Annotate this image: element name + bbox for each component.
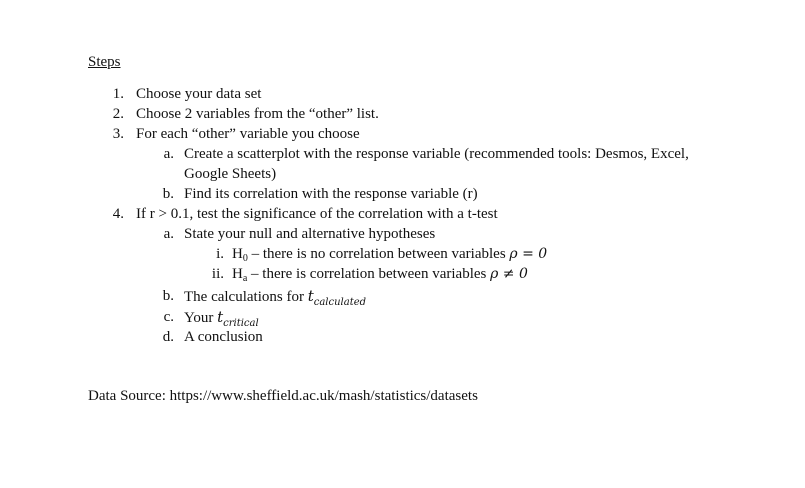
hypothesis-math: ρ ≠ 0 — [490, 266, 528, 282]
hypothesis-text: – there is no correlation between variables — [247, 246, 510, 262]
h-subscript: 0 — [242, 253, 248, 264]
substep-text-continued: Google Sheets) — [184, 166, 277, 182]
substep-text-main: Your — [184, 310, 218, 326]
hypothesis-text: – there is correlation between variables — [247, 266, 491, 282]
steps-heading: Steps — [88, 54, 121, 70]
h-symbol: H — [232, 246, 243, 262]
substep-text: Create a scatterplot with the response variable (recommended tools: Desmos, Excel, — [184, 146, 689, 162]
t-symbol: t — [307, 287, 314, 305]
h-symbol: H — [232, 266, 243, 282]
step-text: For each “other” variable you choose — [136, 126, 360, 142]
t-subscript: critical — [223, 318, 259, 329]
substep-letter: a. — [163, 146, 174, 162]
t-subscript: calculated — [313, 297, 367, 308]
step-number: 2. — [112, 106, 124, 122]
t-symbol: t — [217, 308, 224, 326]
step-text: Choose 2 variables from the “other” list. — [136, 106, 379, 122]
step-text: Choose your data set — [136, 86, 262, 102]
data-source: Data Source: https://www.sheffield.ac.uk/mash/statistics/datasets — [88, 388, 478, 404]
step-number: 3. — [112, 126, 124, 142]
substep-letter: b. — [162, 288, 174, 304]
h-subscript: a — [242, 273, 248, 284]
substep-text: Find its correlation with the response variable (r) — [184, 186, 478, 202]
step-number: 1. — [112, 86, 124, 102]
substep-letter: a. — [163, 226, 174, 242]
substep-text: State your null and alternative hypotheses — [184, 226, 436, 242]
step-text: If r > 0.1, test the significance of the correlation with a t-test — [136, 206, 498, 222]
substep-letter: b. — [162, 186, 174, 202]
substep-text: A conclusion — [184, 329, 263, 345]
substep-letter: c. — [163, 309, 174, 325]
roman-numeral: ii. — [211, 266, 224, 282]
substep-text-main: The calculations for — [184, 289, 308, 305]
hypothesis-math: ρ = 0 — [509, 246, 548, 262]
roman-numeral: i. — [216, 246, 224, 262]
substep-letter: d. — [162, 329, 174, 345]
step-number: 4. — [112, 206, 124, 222]
